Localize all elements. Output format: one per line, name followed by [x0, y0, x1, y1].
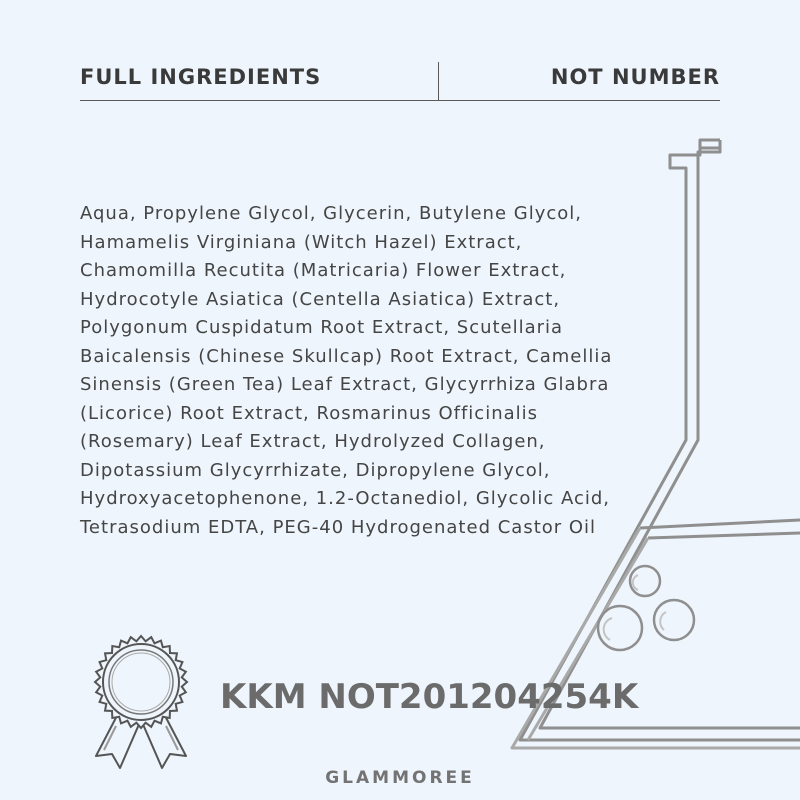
not-number-title: NOT NUMBER: [550, 65, 720, 89]
award-ribbon-icon: [82, 630, 200, 770]
brand-name: GLAMMOREE: [325, 768, 475, 788]
ingredients-line: Tetrasodium EDTA, PEG-40 Hydrogenated Castor Oil: [80, 516, 597, 538]
header: [80, 62, 720, 102]
ingredients-line: Dipotassium Glycyrrhizate, Dipropylene Glycol,: [80, 459, 551, 481]
ingredients-list: [80, 200, 720, 542]
ingredients-line: Hydroxyacetophenone, 1.2-Octanediol, Glycolic Acid,: [80, 488, 611, 509]
ingredients-line: Chamomilla Recutita (Matricaria) Flower Extract,: [80, 260, 567, 281]
ingredients-line: Baicalensis (Chinese Skullcap) Root Extract, Camellia: [80, 345, 613, 367]
header-rule: [80, 100, 720, 101]
ingredients-line: Sinensis (Green Tea) Leaf Extract, Glycyrrhiza Glabra: [80, 374, 610, 395]
registration-number: KKM NOT201204254K: [220, 677, 639, 717]
ingredients-line: Polygonum Cuspidatum Root Extract, Scutellaria: [80, 317, 564, 338]
ingredients-line: (Rosemary) Leaf Extract, Hydrolyzed Collagen,: [80, 431, 546, 452]
full-ingredients-title: FULL INGREDIENTS: [80, 65, 322, 89]
ingredients-line: (Licorice) Root Extract, Rosmarinus Officinalis: [80, 402, 539, 424]
ingredients-line: Hamamelis Virginiana (Witch Hazel) Extract,: [80, 231, 523, 253]
ingredients-line: Hydrocotyle Asiatica (Centella Asiatica) Extract,: [80, 288, 561, 310]
ingredients-line: Aqua, Propylene Glycol, Glycerin, Butylene Glycol,: [80, 203, 582, 224]
header-divider: [438, 62, 439, 100]
